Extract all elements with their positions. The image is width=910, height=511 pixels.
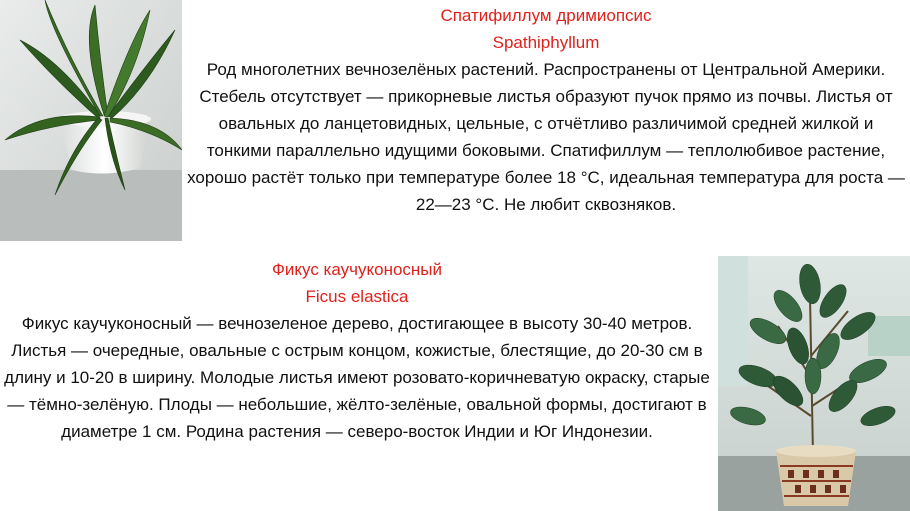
ficus-section — [0, 256, 714, 445]
spathiphyllum-photo — [0, 0, 182, 241]
spathiphyllum-description: Род многолетних вечнозелёных растений. Распространены от Центральной Америки. Стебель отсутствует — прикорневые листья образуют пучок прямо из почвы. Листья от овальных до ланцетовидных, цельные, с отчётливо различимой средней жилкой и тонкими параллельно идущими боковыми. Спатифиллум — теплолюбивое растение, хорошо растёт только при температуре более 18 °C, идеальная температура для роста — 22—23 °C. Не любит сквозняков. — [187, 60, 905, 214]
spathiphyllum-latin-name: Spathiphyllum — [492, 33, 600, 52]
ficus-photo — [718, 256, 910, 511]
spathiphyllum-section — [184, 2, 908, 218]
ficus-description: Фикус каучуконосный — вечнозеленое дерево, достигающее в высоту 30-40 метров. Листья — очередные, овальные с острым концом, кожистые, блестящие, до 20-30 см в длину и 10-20 в ширину. Молодые листья имеют розовато-коричневатую окраску, старые — тёмно-зелёную. Плоды — небольшие, жёлто-зелёные, овальной формы, достигают в диаметре 1 см. Родина растения — северо-восток Индии и Юг Индонезии. — [4, 314, 710, 441]
spathiphyllum-title: Спатифиллум дримиопсис — [440, 6, 652, 25]
ficus-title: Фикус каучуконосный — [271, 260, 443, 279]
ficus-latin-name: Ficus elastica — [305, 287, 409, 306]
